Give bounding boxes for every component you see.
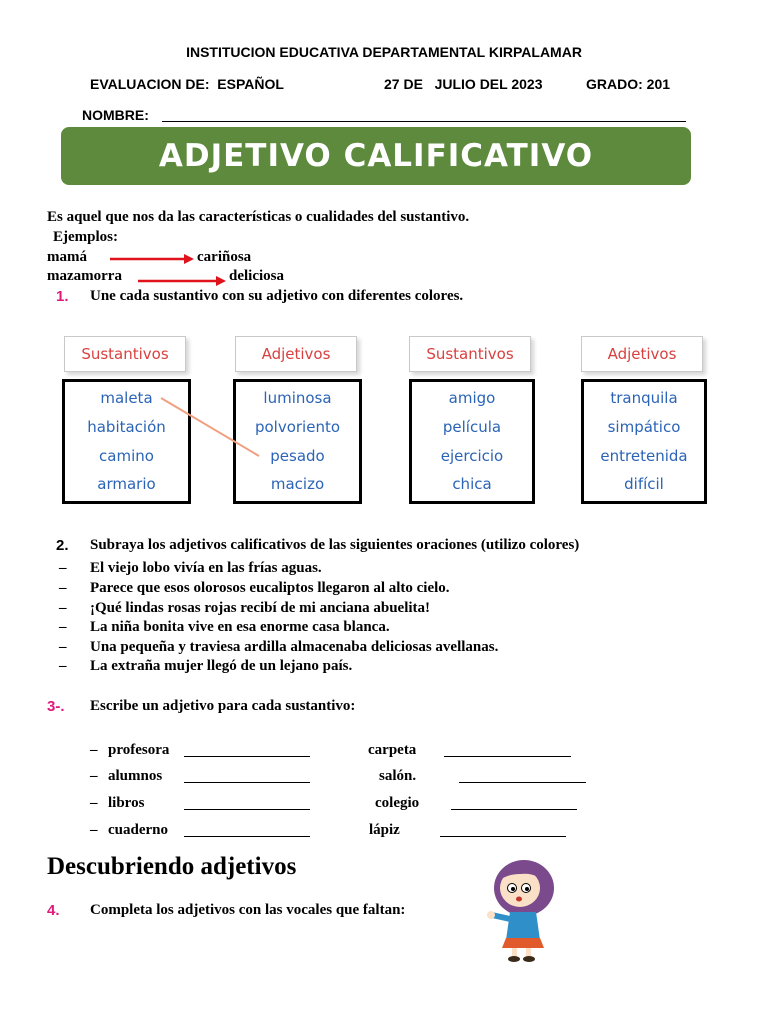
column-header-label: Adjetivos bbox=[607, 345, 677, 363]
word-item[interactable]: difícil bbox=[624, 475, 664, 493]
sentence-dash: – bbox=[59, 560, 67, 576]
connecting-line bbox=[155, 392, 265, 462]
example-adjective-2: deliciosa bbox=[229, 268, 284, 284]
arrow-right-icon bbox=[108, 252, 196, 266]
column-header-adjetivos-2 bbox=[581, 336, 703, 372]
exercise-2-instruction: Subraya los adjetivos calificativos de las siguientes oraciones (utilizo colores) bbox=[90, 537, 580, 553]
word-item[interactable]: habitación bbox=[87, 418, 166, 436]
sentence-dash: – bbox=[59, 600, 67, 616]
evaluation-subject: EVALUACION DE: ESPAÑOL bbox=[90, 76, 284, 92]
word-box-4 bbox=[581, 379, 707, 504]
column-header-sustantivos-1 bbox=[64, 336, 186, 372]
word-item[interactable]: amigo bbox=[448, 389, 496, 407]
noun-dash: – bbox=[90, 768, 98, 784]
exercise-3-instruction: Escribe un adjetivo para cada sustantivo: bbox=[90, 698, 356, 714]
sentence-dash: – bbox=[59, 580, 67, 596]
answer-blank[interactable] bbox=[184, 770, 310, 783]
girl-illustration-icon bbox=[486, 858, 566, 962]
noun-left-3: libros bbox=[108, 795, 145, 811]
word-item[interactable]: película bbox=[442, 418, 502, 436]
title-banner bbox=[61, 127, 691, 185]
name-field-line[interactable] bbox=[162, 121, 686, 122]
noun-dash: – bbox=[90, 822, 98, 838]
sentence-1[interactable]: El viejo lobo vivía en las frías aguas. bbox=[90, 560, 322, 576]
noun-right-4: lápiz bbox=[369, 822, 400, 838]
noun-left-1: profesora bbox=[108, 742, 170, 758]
noun-left-4: cuaderno bbox=[108, 822, 168, 838]
word-item[interactable]: chica bbox=[452, 475, 492, 493]
answer-blank[interactable] bbox=[440, 824, 566, 837]
banner-title: ADJETIVO CALIFICATIVO bbox=[158, 138, 594, 174]
word-item[interactable]: macizo bbox=[270, 475, 325, 493]
exercise-4-instruction: Completa los adjetivos con las vocales que faltan: bbox=[90, 902, 406, 918]
word-item[interactable]: armario bbox=[97, 475, 156, 493]
column-header-sustantivos-2 bbox=[409, 336, 531, 372]
word-item[interactable]: entretenida bbox=[600, 447, 688, 465]
word-item[interactable]: simpático bbox=[607, 418, 681, 436]
sentence-dash: – bbox=[59, 658, 67, 674]
sentence-dash: – bbox=[59, 619, 67, 635]
column-header-label: Adjetivos bbox=[261, 345, 331, 363]
name-label: NOMBRE: bbox=[82, 107, 149, 123]
sentence-3[interactable]: ¡Qué lindas rosas rojas recibí de mi anciana abuelita! bbox=[90, 600, 431, 616]
word-item[interactable]: tranquila bbox=[610, 389, 678, 407]
institution-name: INSTITUCION EDUCATIVA DEPARTAMENTAL KIRPALAMAR bbox=[186, 44, 582, 60]
answer-blank[interactable] bbox=[184, 824, 310, 837]
exercise-3-number: 3-. bbox=[47, 698, 65, 715]
answer-blank[interactable] bbox=[451, 797, 577, 810]
word-item[interactable]: polvoriento bbox=[254, 418, 341, 436]
noun-dash: – bbox=[90, 795, 98, 811]
example-noun-2: mazamorra bbox=[47, 268, 122, 284]
sentence-dash: – bbox=[59, 639, 67, 655]
word-item[interactable]: ejercicio bbox=[440, 447, 504, 465]
noun-right-2: salón. bbox=[379, 768, 417, 784]
exercise-4-number: 4. bbox=[47, 902, 60, 919]
sentence-4[interactable]: La niña bonita vive en esa enorme casa blanca. bbox=[90, 619, 390, 635]
word-item[interactable]: camino bbox=[99, 447, 154, 465]
exercise-1-instruction: Une cada sustantivo con su adjetivo con diferentes colores. bbox=[90, 288, 464, 304]
noun-dash: – bbox=[90, 742, 98, 758]
sentence-5[interactable]: Una pequeña y traviesa ardilla almacenaba deliciosas avellanas. bbox=[90, 639, 499, 655]
column-header-adjetivos-1 bbox=[235, 336, 357, 372]
definition-text: Es aquel que nos da las características o cualidades del sustantivo. bbox=[47, 209, 470, 225]
evaluation-date: 27 DE JULIO DEL 2023 bbox=[384, 76, 543, 92]
grade-label: GRADO: 201 bbox=[586, 76, 671, 92]
arrow-right-icon bbox=[136, 274, 228, 288]
example-adjective-1: cariñosa bbox=[197, 249, 252, 265]
word-box-3 bbox=[409, 379, 535, 504]
section-title: Descubriendo adjetivos bbox=[47, 853, 297, 880]
answer-blank[interactable] bbox=[184, 744, 310, 757]
answer-blank[interactable] bbox=[459, 770, 586, 783]
word-item[interactable]: luminosa bbox=[263, 389, 332, 407]
sentence-2[interactable]: Parece que esos olorosos eucaliptos llegaron al alto cielo. bbox=[90, 580, 450, 596]
exercise-2-number: 2. bbox=[56, 537, 69, 554]
column-header-label: Sustantivos bbox=[426, 345, 514, 363]
examples-label: Ejemplos: bbox=[53, 229, 118, 245]
word-item[interactable]: maleta bbox=[100, 389, 153, 407]
example-noun-1: mamá bbox=[47, 249, 87, 265]
word-item[interactable]: pesado bbox=[270, 447, 325, 465]
sentence-6[interactable]: La extraña mujer llegó de un lejano país. bbox=[90, 658, 353, 674]
noun-right-3: colegio bbox=[375, 795, 420, 811]
noun-right-1: carpeta bbox=[368, 742, 417, 758]
answer-blank[interactable] bbox=[444, 744, 571, 757]
answer-blank[interactable] bbox=[184, 797, 310, 810]
noun-left-2: alumnos bbox=[108, 768, 163, 784]
column-header-label: Sustantivos bbox=[81, 345, 169, 363]
exercise-1-number: 1. bbox=[56, 288, 69, 305]
